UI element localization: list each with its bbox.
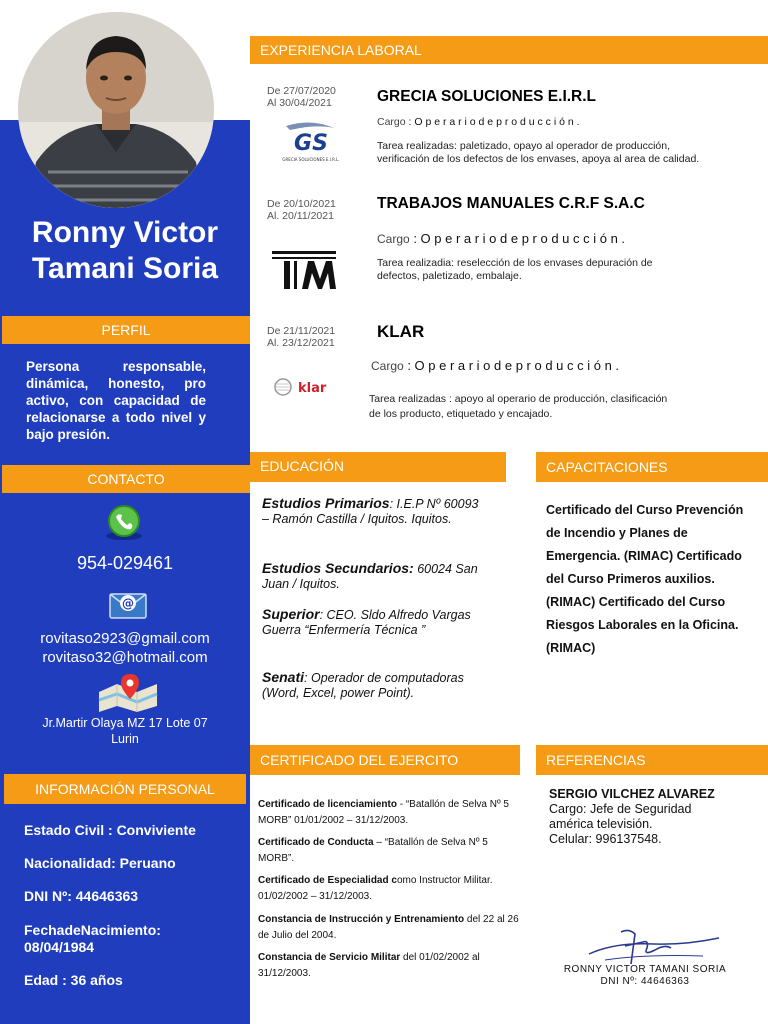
job-1-cargo (377, 116, 580, 128)
job-3-cargo (371, 358, 619, 373)
signature-dni: DNI Nº: 44646363 (600, 976, 690, 987)
grecia-logo-subtext: GRECIA SOLUCIONES E.I.R.L. (282, 157, 340, 162)
experiencia-header: EXPERIENCIA LABORAL (250, 36, 768, 64)
edu-item-1-sep: : (389, 497, 397, 511)
address (10, 715, 240, 747)
job-2-date-to: Al. 20/11/2021 (267, 210, 334, 222)
nacionalidad: Nacionalidad: Peruano (24, 855, 176, 871)
cert-item-2 (258, 835, 520, 867)
cert-item-3 (258, 873, 520, 905)
cert-item-5-text: del 01/02/2002 al 31/12/2003. (258, 952, 480, 979)
person-name (0, 215, 250, 287)
cert-item-2-label: Certificado de Conducta (258, 837, 374, 848)
capacitaciones-text: Certificado del Curso Prevención de Incendio y Planes de Emergencia. (RIMAC) Certificado del Curso Primeros auxilios. (RIMAC) Certificado del Curso Riesgos Laborales en la Oficina. (RIMAC) (546, 503, 744, 655)
info-personal-header: INFORMACIÓN PERSONAL (4, 774, 246, 804)
email-addresses (0, 629, 250, 667)
edu-item-1 (262, 496, 482, 526)
signature-caption (540, 964, 750, 988)
job-2-dates (267, 198, 336, 222)
edu-item-3-sep: : (319, 608, 327, 622)
cert-item-1-label: Certificado de licenciamiento (258, 799, 397, 810)
dni: DNI Nº: 44646363 (24, 888, 139, 904)
edu-item-2 (262, 561, 482, 591)
estado-civil: Estado Civil : Conviviente (24, 822, 196, 838)
person-first-name: Ronny Victor (31, 216, 219, 249)
address-line-1: Jr.Martir Olaya MZ 17 Lote 07 (42, 716, 208, 730)
job-3-cargo-value: : O p e r a r i o d e p r o d u c c i ó n . (407, 358, 620, 373)
referencia-cargo: Cargo: Jefe de Seguridad (549, 802, 692, 816)
job-2-cargo-label: Cargo (377, 232, 410, 246)
edad: Edad : 36 años (24, 972, 123, 988)
job-2-cargo-value: : O p e r a r i o d e p r o d u c c i ó n . (413, 231, 626, 246)
profile-photo (18, 12, 214, 208)
person-last-name: Tamani Soria (31, 252, 219, 285)
job-3-company: KLAR (377, 322, 425, 341)
grecia-logo (276, 120, 346, 169)
edu-item-4-label: Senati (262, 669, 305, 685)
job-1-company: GRECIA SOLUCIONES E.I.R.L (377, 88, 597, 105)
phone-number[interactable]: 954-029461 (76, 553, 174, 573)
edu-item-3-text: CEO. Sldo Alfredo Vargas Guerra “Enfermería Técnica ” (262, 608, 471, 637)
edu-item-4-sep: : (304, 671, 311, 685)
job-1-date-to: Al 30/04/2021 (267, 97, 332, 109)
email-icon (108, 588, 148, 625)
edu-item-1-label: Estudios Primarios (262, 495, 390, 511)
email-2[interactable]: rovitaso32@hotmail.com (42, 649, 208, 666)
cert-item-4-text: del 22 al 26 de Julio del 2004. (258, 914, 519, 941)
cert-item-3-label: Certificado de Especialidad c (258, 875, 397, 886)
fecha-nacimiento-label: FechadeNacimiento: (24, 922, 161, 938)
job-2-cargo (377, 231, 625, 246)
fecha-nacimiento (24, 922, 224, 956)
job-3-dates (267, 325, 335, 349)
cert-item-4 (258, 912, 520, 944)
referencia-name: SERGIO VILCHEZ ALVAREZ (549, 787, 715, 801)
referencia (549, 787, 759, 847)
ejercito-header: CERTIFICADO DEL EJERCITO (250, 745, 520, 775)
cert-item-2-text: – “Batallón de Selva Nº 5 MORB”. (258, 837, 488, 864)
edu-item-4 (262, 670, 482, 700)
map-location-icon (97, 672, 159, 717)
klar-logo-text: klar (298, 381, 327, 396)
contacto-header: CONTACTO (2, 465, 250, 493)
address-line-2: Lurin (111, 732, 139, 746)
perfil-text: Persona responsable, dinámica, honesto, pro activo, con capacidad de relacionarse a todo nivel y bajo presión. (26, 359, 206, 442)
referencia-empresa: américa televisión. (549, 817, 653, 831)
job-3-desc: Tarea realizadas : apoyo al operario de producción, clasificación de los producto, etiquetado y encajado. (369, 393, 668, 420)
cert-item-5 (258, 950, 520, 982)
cert-item-4-label: Constancia de Instrucción y Entrenamiento (258, 914, 465, 925)
job-2-desc: Tarea realizadia: reselección de los envases depuración de defectos, paletizado, embalaje. (377, 257, 653, 282)
grecia-logo-text: GS (294, 131, 328, 156)
edu-item-3 (262, 607, 482, 637)
edu-item-4-text: Operador de computadoras (Word, Excel, power Point). (262, 671, 464, 700)
phone-icon (103, 503, 145, 546)
signature-name: RONNY VICTOR TAMANI SORIA (563, 964, 727, 975)
job-3-date-from: De 21/11/2021 (267, 325, 336, 337)
edu-item-1-text: I.E.P Nº 60093 – Ramón Castilla / Iquitos. Iquitos. (262, 497, 479, 526)
edu-item-2-label: Estudios Secundarios: (262, 560, 414, 576)
job-1-cargo-value: : O p e r a r i o d e p r o d u c c i ó n . (408, 116, 580, 128)
klar-logo (272, 376, 338, 403)
svg-text:@: @ (122, 596, 134, 611)
perfil-header: PERFIL (2, 316, 250, 344)
job-1-cargo-label: Cargo (377, 116, 406, 128)
job-3-date-to: Al. 23/12/2021 (267, 337, 335, 349)
job-2-company: TRABAJOS MANUALES C.R.F S.A.C (377, 195, 645, 212)
job-1-dates (267, 85, 336, 109)
capacitaciones-header: CAPACITACIONES (536, 452, 768, 482)
cert-item-1-text: - “Batallón de Selva Nº 5 MORB” 01/01/2002 – 31/12/2003. (258, 799, 509, 826)
cert-item-1 (258, 797, 520, 829)
cert-item-5-label: Constancia de Servicio Militar (258, 952, 401, 963)
fecha-nacimiento-value: 08/04/1984 (24, 939, 95, 955)
cert-item-3-text: omo Instructor Militar. 01/02/2002 – 31/12/2003. (258, 875, 493, 902)
referencia-celular: Celular: 996137548. (549, 832, 662, 846)
email-1[interactable]: rovitaso2923@gmail.com (40, 630, 210, 647)
trabajos-manuales-logo (270, 249, 338, 296)
edu-item-2-text: 60024 San Juan / Iquitos. (262, 562, 478, 591)
job-2-date-from: De 20/10/2021 (267, 198, 336, 210)
job-1-desc: Tarea realizadas: paletizado, opayo al operador de producción, verificación de los defectos de los envases, apoya al area de calidad. (377, 140, 700, 165)
referencias-header: REFERENCIAS (536, 745, 768, 775)
job-3-cargo-label: Cargo (371, 359, 404, 373)
edu-item-3-label: Superior (262, 606, 320, 622)
educacion-header: EDUCACIÓN (250, 452, 506, 482)
job-1-date-from: De 27/07/2020 (267, 85, 336, 97)
